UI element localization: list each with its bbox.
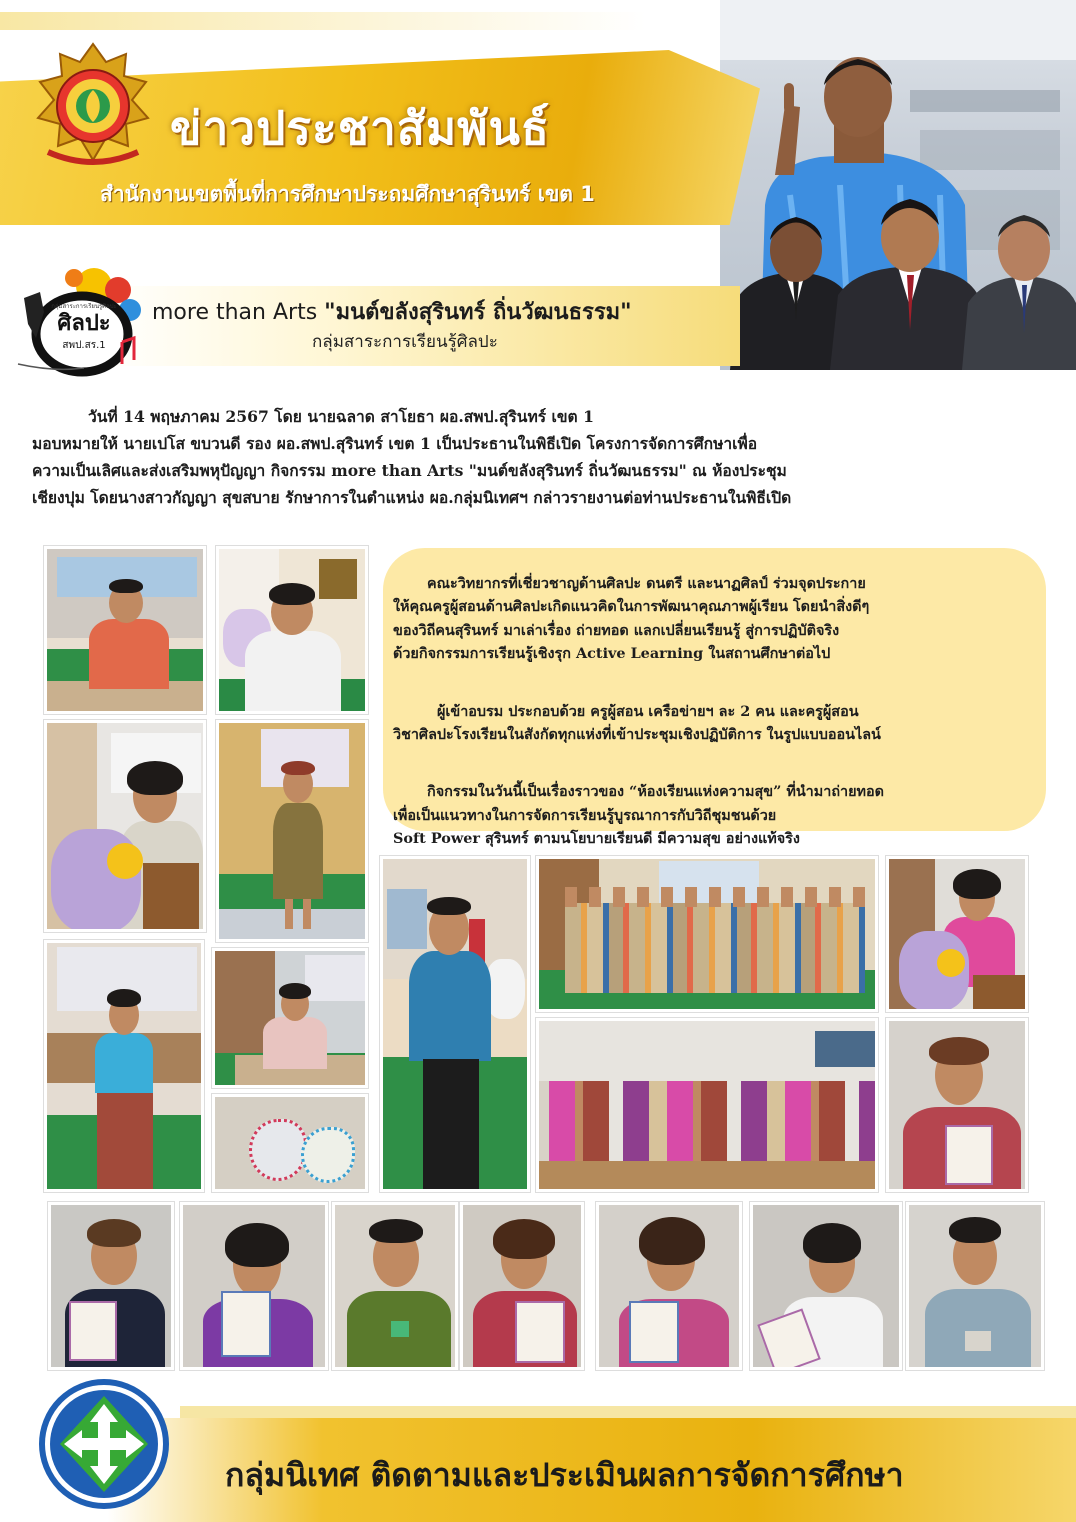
executives-photo xyxy=(730,45,1076,370)
art-logo-sub: สพป.สร.1 xyxy=(62,340,106,351)
photo-podium-speaker xyxy=(44,720,206,932)
project-group: กลุ่มสาระการเรียนรู้ศิลปะ xyxy=(312,332,498,352)
info-line: คณะวิทยากรที่เชี่ยวชาญด้านศิลปะ ดนตรี และนาฏศิลป์ ร่วมจุดประกาย xyxy=(427,575,866,592)
project-title xyxy=(152,294,632,329)
photo-woman-blue-singer xyxy=(44,940,204,1192)
photo-woman-on-stage xyxy=(216,720,368,942)
intro-line: วันที่ 14 พฤษภาคม 2567 โดย นายฉลาด สาโยธา ผอ.สพป.สุรินทร์ เขต 1 xyxy=(88,407,594,426)
info-line: ผู้เข้าอบรม ประกอบด้วย ครูผู้สอน เครือข่ายฯ ละ 2 คน และครูผู้สอน xyxy=(437,702,859,720)
photo-group-attendees xyxy=(536,856,878,1012)
obec-seal-logo xyxy=(32,40,154,172)
art-logo-word: ศิลปะ xyxy=(57,311,111,336)
photo-dance-activity xyxy=(536,1018,878,1192)
intro-line: ความเป็นเลิศและส่งเสริมพหุปัญญา กิจกรรม more than Arts "มนต์ขลังสุรินทร์ ถิ่นวัฒนธรรม" ณ ห้องประชุม xyxy=(32,461,787,480)
info-line: ของวิถีคนสุรินทร์ มาเล่าเรื่อง ถ่ายทอด แลกเปลี่ยนเรียนรู้ สู่การปฏิบัติจริง xyxy=(393,621,840,639)
info-line: Soft Power สุรินทร์ ตามนโยบายเรียนดี มีความสุข อย่างแท้จริง xyxy=(393,830,800,848)
photo-craft-fish xyxy=(212,1094,368,1192)
photo-teacher-1 xyxy=(48,1202,174,1370)
photo-woman-speaker xyxy=(216,546,368,714)
info-line: เพื่อเป็นแนวทางในการจัดการเรียนรู้บูรณาการกับวิถีชุมชนด้วย xyxy=(393,806,777,824)
photo-woman-pink-podium xyxy=(886,856,1028,1012)
page-title: ข่าวประชาสัมพันธ์ xyxy=(170,101,551,155)
info-line: กิจกรรมในวันนี้เป็นเรื่องราวของ “ห้องเรียนแห่งความสุข” ที่นำมาถ่ายทอด xyxy=(427,783,885,801)
footer-stripe xyxy=(180,1406,1076,1420)
info-line: วิชาศิลปะโรงเรียนในสังกัดทุกแห่งที่เข้าประชุมเชิงปฏิบัติการ ในรูปแบบออนไลน์ xyxy=(393,726,881,744)
art-group-logo xyxy=(14,268,144,380)
art-logo-small: กลุ่มสาระการเรียนรู้ศิลปะ xyxy=(51,303,117,310)
project-title-main: "มนต์ขลังสุรินทร์ ถิ่นวัฒนธรรม" xyxy=(324,300,632,325)
photo-teacher-7 xyxy=(906,1202,1044,1370)
photo-teacher-2 xyxy=(180,1202,328,1370)
footer-title: กลุ่มนิเทศ ติดตามและประเมินผลการจัดการศึกษา xyxy=(225,1456,904,1494)
photo-teacher-5 xyxy=(596,1202,742,1370)
office-subtitle: สำนักงานเขตพื้นที่การศึกษาประถมศึกษาสุรินทร์ เขต 1 xyxy=(100,182,595,206)
photo-woman-holding-card xyxy=(886,1018,1028,1192)
photo-seated-woman xyxy=(212,948,368,1088)
photo-teacher-3 xyxy=(332,1202,458,1370)
photo-chairman-speech xyxy=(44,546,206,714)
supervision-group-logo xyxy=(38,1378,170,1510)
info-line: ด้วยกิจกรรมการเรียนรู้เชิงรุก Active Learning ในสถานศึกษาต่อไป xyxy=(393,645,831,663)
intro-line: เชียงปุม โดยนางสาวกัญญา สุขสบาย รักษาการในตำแหน่ง ผอ.กลุ่มนิเทศฯ กล่าวรายงานต่อท่านประธานในพิธีเปิด xyxy=(32,488,792,507)
intro-paragraph xyxy=(32,403,1052,511)
photo-teacher-4 xyxy=(460,1202,584,1370)
photo-teacher-6 xyxy=(750,1202,902,1370)
intro-line: มอบหมายให้ นายเปโส ขบวนดี รอง ผอ.สพป.สุรินทร์ เขต 1 เป็นประธานในพิธีเปิด โครงการจัดการศึกษาเพื่อ xyxy=(32,434,758,453)
photo-man-blue-shirt xyxy=(380,856,530,1192)
info-line: ให้คุณครูผู้สอนด้านศิลปะเกิดแนวคิดในการพัฒนาคุณภาพผู้เรียน โดยนำสิ่งดีๆ xyxy=(393,598,870,616)
info-box xyxy=(383,548,1046,848)
project-title-prefix: more than Arts xyxy=(152,300,325,325)
